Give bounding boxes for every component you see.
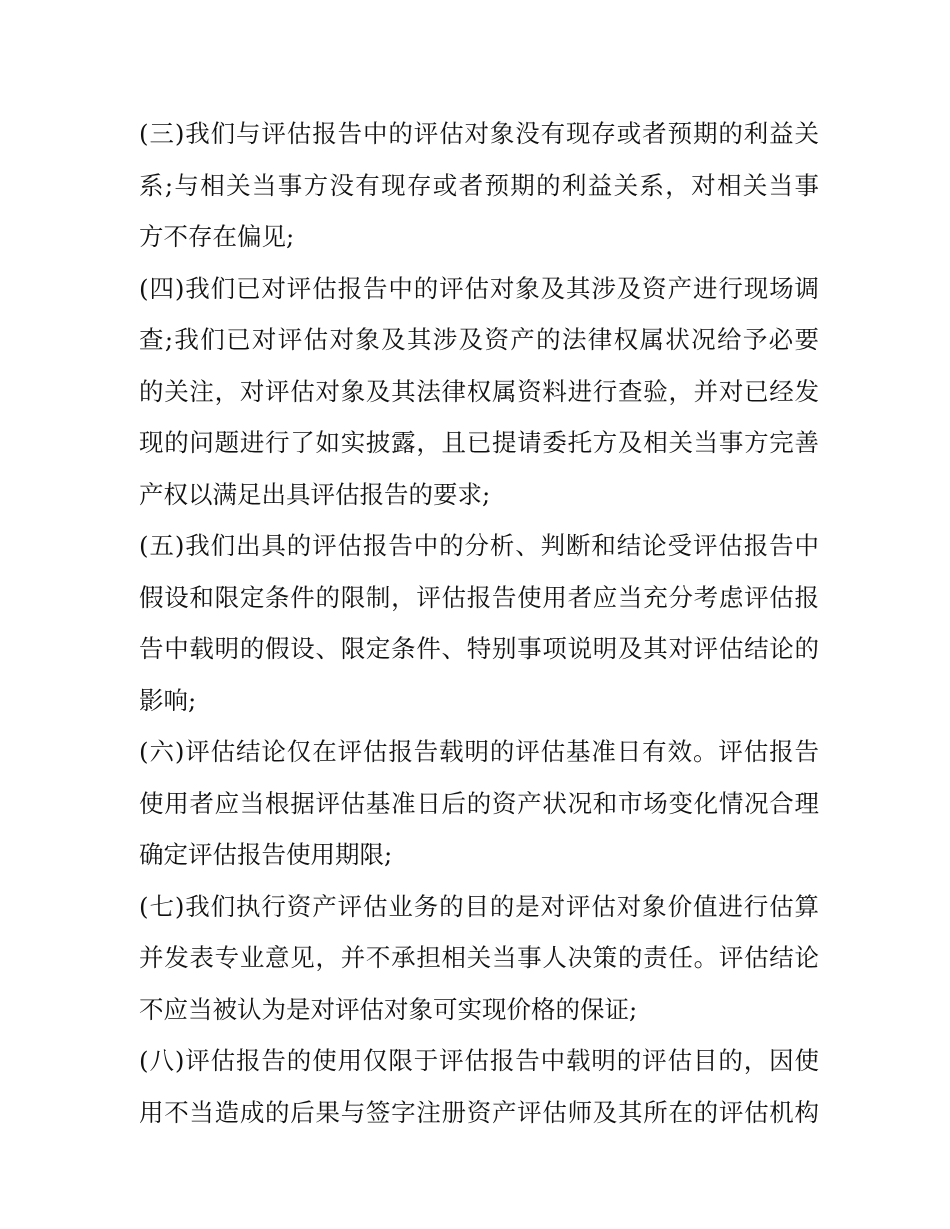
paragraph-3 [139, 108, 819, 263]
paragraph-line: 假设和限定条件的限制，评估报告使用者应当充分考虑评估报 [139, 582, 819, 612]
document-body [139, 108, 819, 1138]
paragraph-line: (七)我们执行资产评估业务的目的是对评估对象价值进行估算 [139, 891, 819, 921]
paragraph-line: 使用者应当根据评估基准日后的资产状况和市场变化情况合理 [139, 788, 819, 818]
paragraph-line: (五)我们出具的评估报告中的分析、判断和结论受评估报告中 [139, 531, 819, 560]
paragraph-line: (四)我们已对评估报告中的评估对象及其涉及资产进行现场调 [139, 273, 819, 303]
paragraph-line: (八)评估报告的使用仅限于评估报告中载明的评估目的，因使 [139, 1046, 819, 1075]
paragraph-line: 现的问题进行了如实披露，且已提请委托方及相关当事方完善 [139, 428, 819, 457]
paragraph-line: 影响; [139, 685, 197, 715]
paragraph-line: 的关注，对评估对象及其法律权属资料进行查验，并对已经发 [139, 376, 819, 406]
paragraph-line: 方不存在偏见; [139, 222, 295, 251]
paragraph-7 [139, 881, 819, 1036]
paragraph-8 [139, 1035, 819, 1138]
paragraph-6 [139, 726, 819, 881]
paragraph-line: 用不当造成的后果与签字注册资产评估师及其所在的评估机构 [139, 1097, 819, 1127]
paragraph-line: 告中载明的假设、限定条件、特别事项说明及其对评估结论的 [139, 634, 819, 663]
paragraph-5 [139, 520, 819, 726]
paragraph-line: (三)我们与评估报告中的评估对象没有现存或者预期的利益关 [139, 119, 819, 148]
paragraph-line: 确定评估报告使用期限; [139, 840, 393, 869]
paragraph-4 [139, 263, 819, 521]
paragraph-line: 产权以满足出具评估报告的要求; [139, 479, 491, 509]
paragraph-line: 不应当被认为是对评估对象可实现价格的保证; [139, 994, 638, 1024]
paragraph-line: (六)评估结论仅在评估报告载明的评估基准日有效。评估报告 [139, 737, 819, 766]
paragraph-line: 查;我们已对评估对象及其涉及资产的法律权属状况给予必要 [139, 325, 819, 354]
paragraph-line: 系;与相关当事方没有现存或者预期的利益关系，对相关当事 [139, 170, 819, 200]
paragraph-line: 并发表专业意见，并不承担相关当事人决策的责任。评估结论 [139, 943, 819, 972]
